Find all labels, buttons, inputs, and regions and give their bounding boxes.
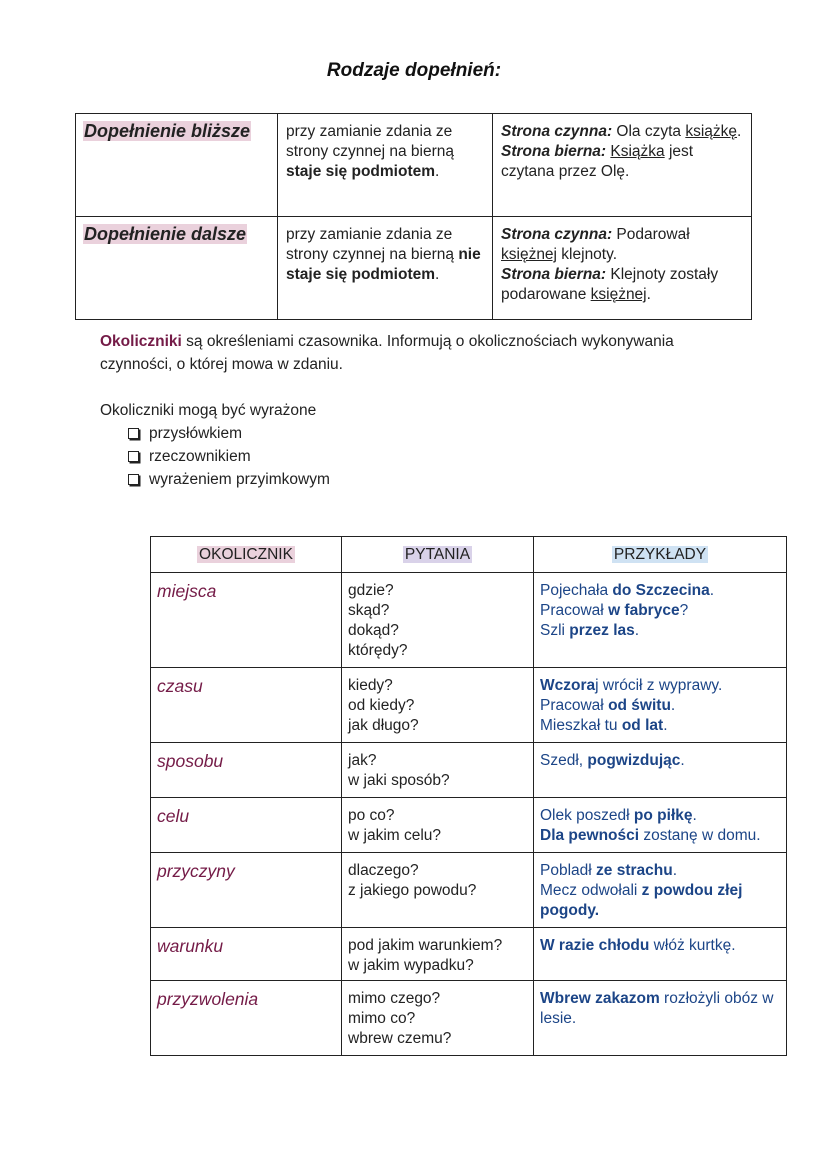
list-item	[128, 445, 330, 468]
example-sentence	[540, 751, 780, 771]
examples-cell	[534, 573, 787, 668]
rule-text: przy zamianie zdania ze strony czynnej na bierną	[286, 226, 455, 263]
example-text: Pracował	[540, 602, 609, 619]
example-sentence	[540, 806, 780, 826]
example-text: j wrócił z wyprawy.	[595, 677, 723, 694]
dopelnienie-rule-cell	[278, 217, 493, 320]
passive-end: .	[646, 286, 651, 303]
example-text: .	[634, 622, 640, 639]
example-sentence	[540, 676, 780, 696]
rule-bold: staje się podmiotem	[286, 163, 436, 180]
example-emphasis: Dla pewności	[540, 827, 640, 844]
okolicznik-type: sposobu	[151, 743, 342, 798]
questions-cell	[342, 743, 534, 798]
examples-cell	[534, 981, 787, 1056]
passive-word: księżnej	[590, 286, 647, 303]
question-text: jak długo?	[348, 717, 419, 734]
dopelnienie-example-cell	[493, 114, 752, 217]
example-text: Pracował	[540, 697, 609, 714]
question-text: pod jakim warunkiem?	[348, 937, 503, 954]
header-label: PRZYKŁADY	[613, 546, 707, 563]
question-text: dlaczego?	[348, 862, 419, 879]
okolicznik-type: celu	[151, 798, 342, 853]
example-emphasis: pogwizdując	[587, 752, 681, 769]
table-row	[151, 981, 787, 1056]
example-sentence	[540, 696, 780, 716]
question-text: w jaki sposób?	[348, 772, 450, 789]
example-text: Mecz odwołali	[540, 882, 642, 899]
question-text: od kiedy?	[348, 697, 415, 714]
example-text: Olek poszedł	[540, 807, 634, 824]
example-sentence	[540, 581, 780, 601]
okoliczniki-table-body	[151, 573, 787, 1056]
dopelnienie-example-cell	[493, 217, 752, 320]
table-row	[76, 114, 752, 217]
example-emphasis: przez las	[569, 622, 635, 639]
question-text: w jakim wypadku?	[348, 957, 474, 974]
table-row	[151, 853, 787, 928]
table-row	[76, 217, 752, 320]
example-emphasis: ze strachu	[596, 862, 673, 879]
okolicznik-type: przyczyny	[151, 853, 342, 928]
examples-cell	[534, 798, 787, 853]
example-sentence	[540, 936, 780, 956]
header-cell-okolicznik	[151, 537, 342, 573]
page-title: Rodzaje dopełnień:	[326, 60, 502, 81]
checkbox-bullet-icon	[128, 428, 139, 439]
example-text: rozłożyli obóz w lesie.	[540, 990, 774, 1027]
example-text: Szli	[540, 622, 570, 639]
okolicznik-type: warunku	[151, 928, 342, 981]
example-emphasis: Wbrew zakazom	[540, 990, 660, 1007]
question-text: z jakiego powodu?	[348, 882, 477, 899]
list-item	[128, 468, 330, 491]
active-word: książkę	[685, 123, 738, 140]
example-sentence	[540, 621, 780, 641]
question-text: w jakim celu?	[348, 827, 442, 844]
question-text: którędy?	[348, 642, 408, 659]
example-emphasis: do Szczecina	[612, 582, 710, 599]
example-text: Mieszkał tu	[540, 717, 622, 734]
passive-word: Książka	[610, 143, 665, 160]
example-emphasis: po piłkę	[633, 807, 693, 824]
questions-cell	[342, 668, 534, 743]
question-text: wbrew czemu?	[348, 1030, 452, 1047]
questions-cell	[342, 573, 534, 668]
active-label: Strona czynna:	[501, 123, 613, 140]
dopelnienie-name-cell	[76, 114, 278, 217]
active-text: Podarował	[612, 226, 690, 243]
questions-cell	[342, 928, 534, 981]
okolicznik-type: czasu	[151, 668, 342, 743]
passive-text: jest czytana przez Olę.	[501, 143, 694, 180]
forms-list	[128, 422, 330, 491]
question-text: skąd?	[348, 602, 390, 619]
checkbox-bullet-icon	[128, 451, 139, 462]
table-row	[151, 668, 787, 743]
table-row	[151, 573, 787, 668]
example-emphasis: od lat	[621, 717, 664, 734]
header-label: OKOLICZNIK	[199, 546, 293, 563]
example-emphasis: od świtu	[608, 697, 671, 714]
passive-label: Strona bierna:	[501, 266, 607, 283]
example-text: .	[709, 582, 715, 599]
rule-bold: nie staje się podmiotem	[286, 246, 481, 283]
example-text: .	[692, 807, 697, 824]
examples-cell	[534, 743, 787, 798]
passive-text: Klejnoty zostały podarowane	[501, 266, 719, 303]
question-text: po co?	[348, 807, 395, 824]
example-text: ?	[679, 602, 689, 619]
example-text: Szedł,	[540, 752, 588, 769]
example-text: .	[680, 752, 685, 769]
list-item-label: przysłówkiem	[149, 425, 243, 442]
example-sentence	[540, 861, 780, 881]
questions-cell	[342, 798, 534, 853]
active-label: Strona czynna:	[501, 226, 613, 243]
question-text: kiedy?	[348, 677, 393, 694]
example-text: Pojechała	[540, 582, 613, 599]
examples-cell	[534, 853, 787, 928]
example-emphasis: W razie chłodu	[540, 937, 650, 954]
active-end: klejnoty.	[557, 246, 618, 263]
active-word: księżnej	[501, 246, 557, 263]
dopelnienie-name-cell	[76, 217, 278, 320]
table-header-row	[151, 537, 787, 573]
example-sentence	[540, 601, 780, 621]
rule-suffix: .	[435, 266, 440, 283]
example-emphasis: z powdou złej pogody.	[540, 882, 743, 919]
list-item-label: rzeczownikiem	[149, 448, 251, 465]
question-text: jak?	[348, 752, 377, 769]
okoliczniki-term: Okoliczniki	[100, 333, 182, 350]
question-text: dokąd?	[348, 622, 399, 639]
active-text: Ola czyta	[612, 123, 686, 140]
forms-lead: Okoliczniki mogą być wyrażone	[100, 402, 317, 419]
dopelnienie-rule-cell	[278, 114, 493, 217]
example-sentence	[540, 826, 780, 846]
question-text: mimo co?	[348, 1010, 416, 1027]
example-text: .	[672, 862, 677, 879]
okoliczniki-table	[150, 536, 787, 1056]
examples-cell	[534, 668, 787, 743]
example-text: Pobladł	[540, 862, 597, 879]
dopelnienie-name: Dopełnienie dalsze	[84, 224, 247, 244]
dopelnienie-name: Dopełnienie bliższe	[84, 121, 251, 141]
examples-cell	[534, 928, 787, 981]
rule-suffix: .	[435, 163, 440, 180]
rule-text: przy zamianie zdania ze strony czynnej na bierną	[286, 123, 455, 160]
dopelnienia-table	[75, 113, 752, 320]
header-cell-przyklady	[534, 537, 787, 573]
example-text: .	[663, 717, 668, 734]
table-row	[151, 743, 787, 798]
passive-label: Strona bierna:	[501, 143, 607, 160]
example-sentence	[540, 989, 780, 1029]
okoliczniki-intro	[100, 330, 740, 376]
active-end: .	[737, 123, 742, 140]
example-text: włóż kurtkę.	[649, 937, 736, 954]
questions-cell	[342, 853, 534, 928]
okolicznik-type: przyzwolenia	[151, 981, 342, 1056]
header-label: PYTANIA	[404, 546, 471, 563]
list-item-label: wyrażeniem przyimkowym	[149, 471, 330, 488]
question-text: mimo czego?	[348, 990, 441, 1007]
example-sentence	[540, 881, 780, 921]
table-row	[151, 798, 787, 853]
header-cell-pytania	[342, 537, 534, 573]
example-text: .	[670, 697, 676, 714]
example-emphasis: Wczora	[540, 677, 596, 694]
okolicznik-type: miejsca	[151, 573, 342, 668]
checkbox-bullet-icon	[128, 474, 139, 485]
questions-cell	[342, 981, 534, 1056]
okoliczniki-definition: są określeniami czasownika. Informują o okolicznościach wykonywania czynności, o której mowa w zdaniu.	[100, 333, 674, 373]
example-sentence	[540, 716, 780, 736]
question-text: gdzie?	[348, 582, 394, 599]
example-emphasis: w fabryce	[608, 602, 680, 619]
table-row	[151, 928, 787, 981]
list-item	[128, 422, 330, 445]
example-text: zostanę w domu.	[639, 827, 761, 844]
